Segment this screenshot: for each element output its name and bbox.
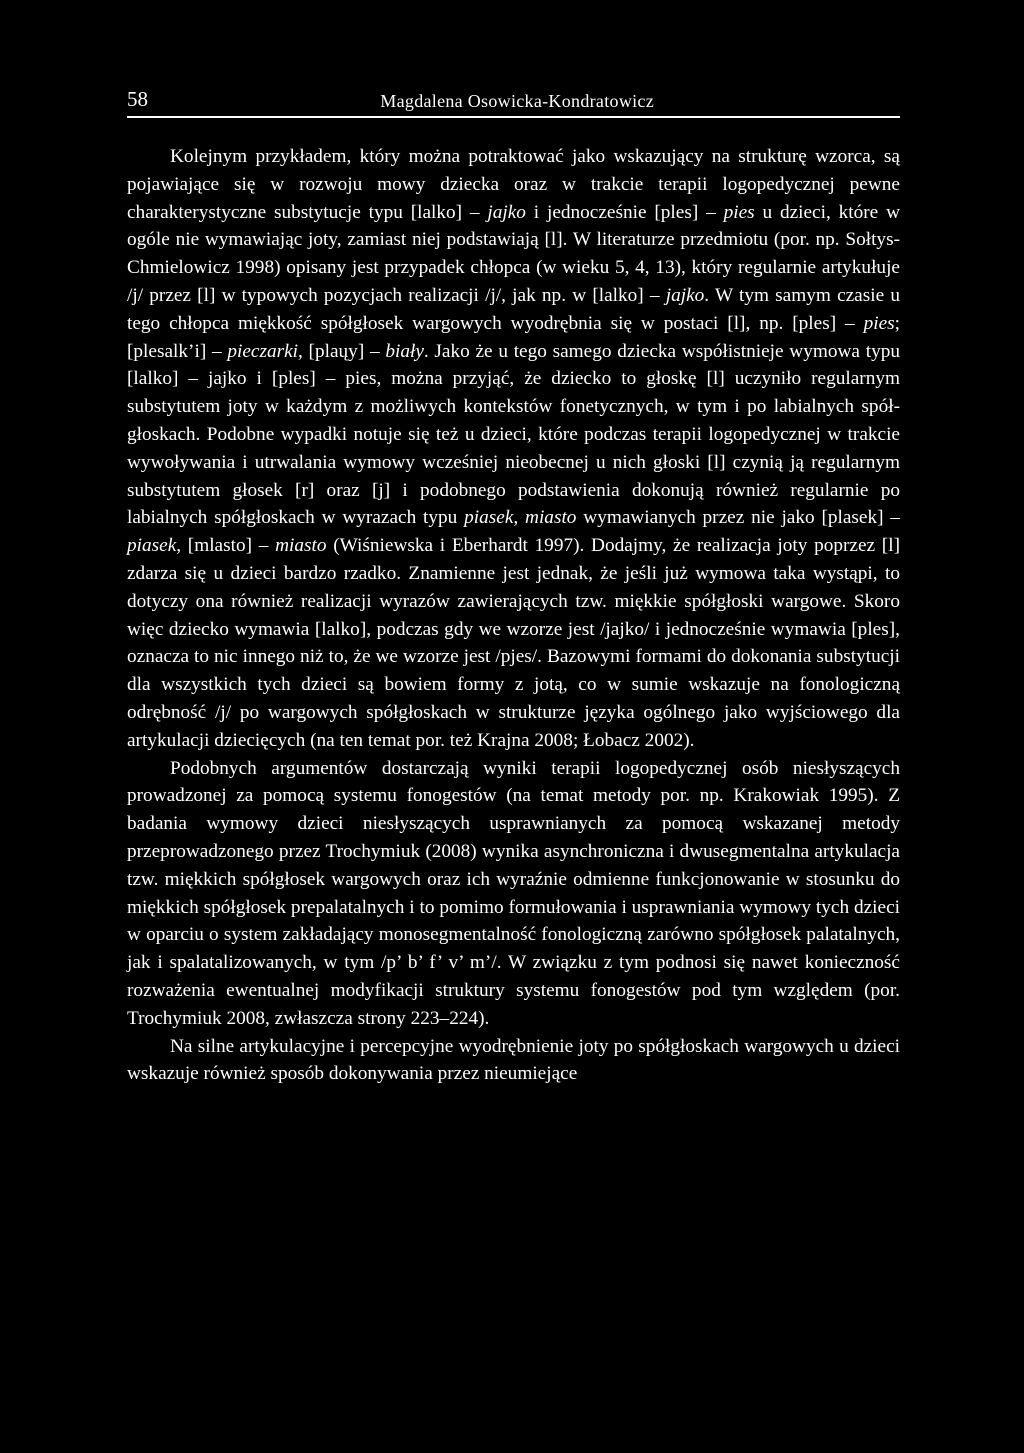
italic-term: jajko bbox=[487, 201, 526, 223]
paragraph-2 bbox=[127, 755, 900, 1033]
text-run: i jednocześnie [ples] – bbox=[525, 201, 724, 223]
italic-term: pieczarki bbox=[227, 340, 299, 362]
italic-term: biały bbox=[385, 340, 424, 362]
text-run: Kolejnym przykładem, który można potraktować jako wskazujący na strukturę wzorca, są pojawiające się w rozwoju mowy dziecka oraz w trakcie terapii logopedycznej pewne charakterystyczne substytucje typu [lalko] – bbox=[127, 146, 900, 223]
italic-term: pies bbox=[723, 201, 755, 223]
page-header bbox=[127, 86, 900, 118]
italic-term: piasek bbox=[127, 535, 177, 557]
paragraph-1 bbox=[127, 143, 900, 755]
italic-term: miasto bbox=[275, 535, 327, 557]
text-run: wymawianych przez nie jako [plasek] – bbox=[576, 507, 901, 529]
italic-term: pies bbox=[863, 312, 895, 334]
text-run: Na silne artykulacyjne i percepcyjne wyodrębnienie joty po spółgłoskach wargowych u dzieci wskazuje również sposób dokonywania przez nieumiejące bbox=[127, 1035, 900, 1085]
text-run: , [plaųy] – bbox=[298, 340, 386, 362]
page-number: 58 bbox=[127, 87, 148, 111]
text-run: . Jako że u tego samego dziecka współistnieje wymowa typu [lalko] – jajko i [ples] – pies, można przyjąć, że dziecko to głoskę [l] uczyniło regularnym substytutem joty w każdym z możliwych kontekstów fonetycznych, w tym i po labialnych spółgłoskach. Podobne wypadki notuje się też u dzieci, które podczas terapii logopedycznej w trakcie wywoływania i utrwalania wymowy wcześniej nieobecnej u nich głoski [l] czynią ją regularnym substytutem głosek [r] oraz [j] i podobnego podstawienia dokonują również regularnie po labialnych spółgłoskach w wyrazach typu bbox=[127, 340, 900, 529]
running-head-author: Magdalena Osowicka-Kondratowicz bbox=[380, 91, 654, 111]
text-run: , [mlasto] – bbox=[176, 535, 276, 557]
text-run: u dzieci, które w ogóle nie wymawiając joty, zamiast niej podstawiają [l]. W literaturze przedmiotu (por. np. Sołtys-Chmielowicz 1998) opisany jest przypadek chłopca (w wieku 5, 4, 13), który regularnie artykułuje /j/ przez [l] w typowych pozycjach realizacji /j/, jak np. w [lalko] – bbox=[127, 201, 900, 306]
body-text bbox=[127, 143, 900, 1088]
paragraph-3 bbox=[127, 1033, 900, 1089]
text-run: Podobnych argumentów dostarczają wyniki terapii logopedycznej osób niesłyszących prowadzonej za pomocą systemu fonogestów (na temat metody por. np. Krakowiak 1995). Z badania wymowy dzieci niesłyszących usprawnianych za pomocą wskazanej metody przeprowadzonego przez Trochymiuk (2008) wynika asynchroniczna i dwusegmentalna artykulacja tzw. miękkich spółgłosek wargowych oraz ich wyraźnie odmienne funkcjonowanie w stosunku do miękkich spółgłosek prepalatalnych i to pomimo formułowania i usprawniania wymowy tych dzieci w oparciu o system zakładający monosegmentalność fonologiczną zarówno spółgłosek palatalnych, jak i spalatalizowanych, w tym /p’ b’ f’ v’ m’/. W związku z tym podnosi się nawet konieczność rozważenia ewentualnej modyfikacji struktury systemu fonogestów pod tym względem (por. Trochymiuk 2008, zwłaszcza strony 223–224). bbox=[127, 757, 900, 1029]
text-run: . W tym samym czasie u tego chłopca miękkość spółgłosek wargowych wyodrębnia się w postaci [l], np. [ples] – bbox=[127, 284, 900, 334]
italic-term: jajko bbox=[665, 284, 705, 306]
text-run: (Wiśniewska i Eberhardt 1997). Dodajmy, że realizacja joty poprzez [l] zdarza się u dzieci bardzo rzadko. Znamienne jest jednak, że jeśli już wymowa taka wystąpi, to dotyczy ona również realizacji wyrazów zawierających tzw. miękkie spółgłoski wargowe. Skoro więc dziecko wymawia [lalko], podczas gdy we wzorze jest /jajko/ i jednocześnie wymawia [ples], oznacza to nic innego niż to, że we wzorze jest /pjes/. Bazowymi formami do dokonania substytucji dla wszystkich tych dzieci są bowiem formy z jotą, co w sumie wskazuje na fonologiczną odrębność /j/ po wargowych spółgłoskach w strukturze języka ogólnego jako wyjściowego dla artykulacji dziecięcych (na ten temat por. też Krajna 2008; Łobacz 2002). bbox=[127, 535, 900, 751]
italic-term: piasek, miasto bbox=[464, 507, 577, 529]
text-run: ; [plesalk’i] – bbox=[127, 312, 900, 362]
